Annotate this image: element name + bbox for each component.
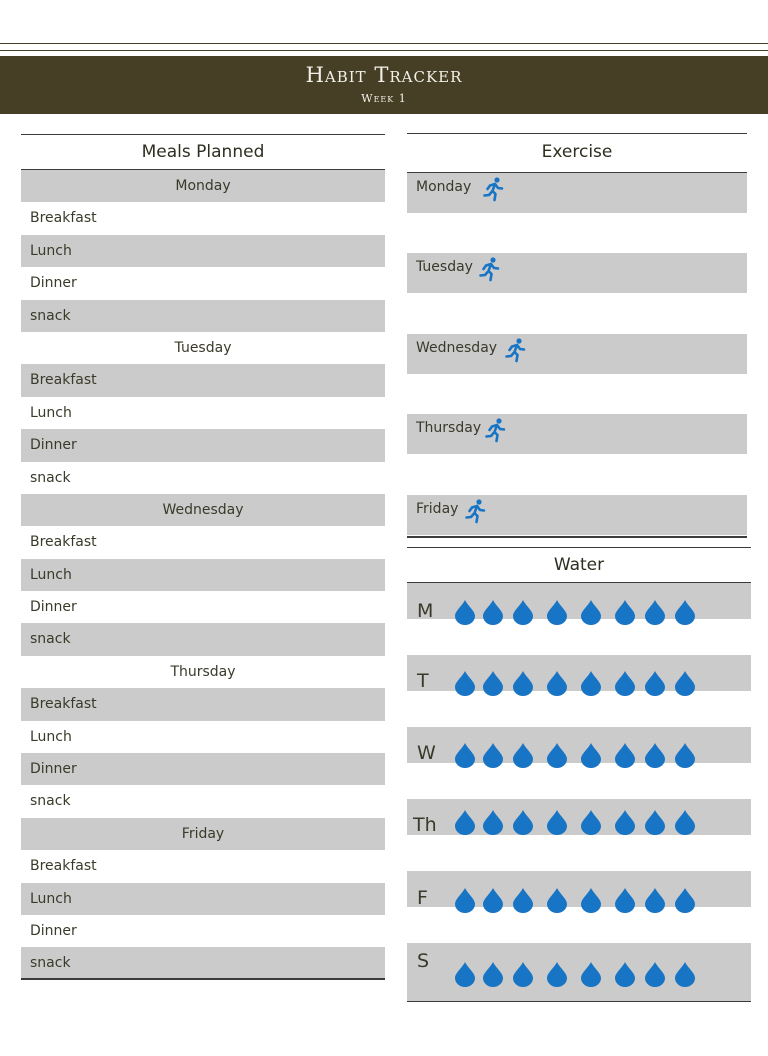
exercise-bar (407, 334, 747, 374)
water-drop-icon[interactable] (643, 599, 667, 625)
water-drop-icon[interactable] (545, 742, 569, 768)
meal-row-dinner[interactable]: Dinner (30, 599, 77, 616)
water-drop-icon[interactable] (545, 670, 569, 696)
running-person-icon (481, 176, 505, 202)
top-rule-1 (0, 43, 768, 44)
meal-row-snack[interactable]: snack (21, 947, 385, 979)
water-day-s (407, 943, 751, 1015)
page-subtitle: Week 1 (361, 92, 407, 105)
water-day-label: Th (413, 814, 437, 836)
water-bar (407, 655, 751, 691)
water-drop-icon[interactable] (453, 599, 477, 625)
water-drop-icon[interactable] (579, 961, 603, 987)
meal-day-label: Wednesday (21, 494, 385, 526)
meal-row-lunch[interactable]: Lunch (21, 235, 385, 267)
water-drop-icon[interactable] (613, 599, 637, 625)
water-drop-icon[interactable] (511, 599, 535, 625)
water-drop-icon[interactable] (453, 887, 477, 913)
meal-row-dinner[interactable]: Dinner (30, 922, 77, 939)
water-drop-icon[interactable] (453, 961, 477, 987)
water-drop-icon[interactable] (673, 670, 697, 696)
water-bar (407, 583, 751, 622)
running-person-icon (483, 417, 507, 443)
water-drops (453, 599, 703, 625)
exercise-bar (407, 495, 747, 535)
meal-row-snack[interactable]: snack (30, 793, 71, 810)
water-drop-icon[interactable] (481, 742, 505, 768)
water-drop-icon[interactable] (643, 809, 667, 835)
water-drop-icon[interactable] (545, 961, 569, 987)
water-day-m (407, 583, 751, 655)
meal-row-dinner[interactable]: Dinner (21, 753, 385, 785)
meal-day-label: Monday (21, 170, 385, 202)
water-day-th (407, 799, 751, 871)
exercise-day-monday[interactable] (407, 173, 747, 253)
water-bar (407, 727, 751, 763)
water-drop-icon[interactable] (673, 742, 697, 768)
water-drops (453, 961, 703, 987)
meal-day-label: Friday (21, 818, 385, 850)
water-title: Water (407, 547, 751, 583)
water-section (407, 547, 751, 1015)
water-drop-icon[interactable] (511, 670, 535, 696)
water-drop-icon[interactable] (579, 887, 603, 913)
water-drop-icon[interactable] (579, 809, 603, 835)
exercise-day-label: Thursday (416, 420, 482, 437)
meal-row-breakfast[interactable]: Breakfast (21, 364, 385, 396)
water-day-t (407, 655, 751, 727)
water-drop-icon[interactable] (613, 961, 637, 987)
meals-section (21, 134, 385, 980)
water-drop-icon[interactable] (673, 887, 697, 913)
meal-row-lunch[interactable]: Lunch (21, 883, 385, 915)
meal-day-label: Tuesday (174, 339, 232, 356)
exercise-day-tuesday[interactable] (407, 253, 747, 333)
water-drop-icon[interactable] (453, 670, 477, 696)
water-drop-icon[interactable] (481, 961, 505, 987)
water-bar (407, 871, 751, 907)
water-day-label: M (417, 600, 434, 622)
meal-day-label: Thursday (170, 663, 236, 680)
water-bar (407, 943, 751, 1002)
meal-row-snack[interactable]: snack (21, 623, 385, 655)
page-title: Habit Tracker (305, 63, 463, 87)
water-drop-icon[interactable] (511, 742, 535, 768)
running-person-icon (503, 337, 527, 363)
exercise-bar (407, 253, 747, 293)
exercise-day-friday[interactable] (407, 495, 747, 538)
exercise-day-thursday[interactable] (407, 414, 747, 494)
meal-row-breakfast[interactable]: Breakfast (30, 210, 97, 227)
meal-row-dinner[interactable]: Dinner (21, 429, 385, 461)
water-day-w (407, 727, 751, 799)
exercise-day-label: Wednesday (416, 339, 498, 356)
water-list (407, 583, 751, 1015)
top-rule-2 (0, 50, 768, 51)
meal-row-lunch[interactable]: Lunch (30, 404, 72, 421)
running-person-icon (463, 498, 487, 524)
meal-row-snack[interactable]: snack (30, 469, 71, 486)
water-drop-icon[interactable] (481, 887, 505, 913)
water-drops (453, 887, 703, 913)
meal-row-breakfast[interactable]: Breakfast (30, 534, 97, 551)
water-bar (407, 799, 751, 835)
water-day-label: S (417, 950, 430, 972)
water-drop-icon[interactable] (613, 887, 637, 913)
water-drop-icon[interactable] (643, 742, 667, 768)
exercise-section (407, 133, 747, 538)
exercise-day-label: Monday (416, 179, 472, 195)
water-drop-icon[interactable] (613, 670, 637, 696)
water-drops (453, 670, 703, 696)
water-day-label: F (417, 887, 428, 909)
meal-row-lunch[interactable]: Lunch (21, 559, 385, 591)
meal-row-breakfast[interactable]: Breakfast (30, 858, 97, 875)
water-drop-icon[interactable] (613, 742, 637, 768)
water-day-f (407, 871, 751, 943)
water-drops (453, 742, 703, 768)
water-drop-icon[interactable] (453, 809, 477, 835)
water-drop-icon[interactable] (481, 809, 505, 835)
meal-row-dinner[interactable]: Dinner (30, 275, 77, 292)
water-drop-icon[interactable] (643, 670, 667, 696)
water-drop-icon[interactable] (673, 599, 697, 625)
running-person-icon (477, 256, 501, 282)
water-day-label: T (417, 670, 429, 692)
water-drop-icon[interactable] (673, 809, 697, 835)
exercise-bar (407, 173, 747, 213)
water-drop-icon[interactable] (643, 961, 667, 987)
exercise-day-label: Tuesday (416, 259, 473, 276)
water-drop-icon[interactable] (481, 670, 505, 696)
water-drops (453, 809, 703, 835)
water-drop-icon[interactable] (643, 887, 667, 913)
water-drop-icon[interactable] (673, 961, 697, 987)
meal-row-breakfast[interactable]: Breakfast (21, 688, 385, 720)
water-drop-icon[interactable] (511, 887, 535, 913)
exercise-day-wednesday[interactable] (407, 334, 747, 414)
meals-list (21, 170, 385, 980)
water-drop-icon[interactable] (545, 887, 569, 913)
water-day-label: W (417, 742, 436, 764)
exercise-list (407, 173, 747, 538)
water-drop-icon[interactable] (511, 809, 535, 835)
exercise-title: Exercise (407, 133, 747, 173)
water-drop-icon[interactable] (453, 742, 477, 768)
water-drop-icon[interactable] (481, 599, 505, 625)
water-drop-icon[interactable] (545, 809, 569, 835)
meals-title: Meals Planned (21, 134, 385, 170)
water-drop-icon[interactable] (579, 599, 603, 625)
water-drop-icon[interactable] (579, 742, 603, 768)
water-drop-icon[interactable] (579, 670, 603, 696)
exercise-bar (407, 414, 747, 454)
water-drop-icon[interactable] (545, 599, 569, 625)
exercise-day-label: Friday (416, 500, 459, 517)
meal-row-snack[interactable]: snack (21, 300, 385, 332)
header-banner (0, 56, 768, 114)
water-drop-icon[interactable] (613, 809, 637, 835)
meal-row-lunch[interactable]: Lunch (30, 728, 72, 745)
water-drop-icon[interactable] (511, 961, 535, 987)
